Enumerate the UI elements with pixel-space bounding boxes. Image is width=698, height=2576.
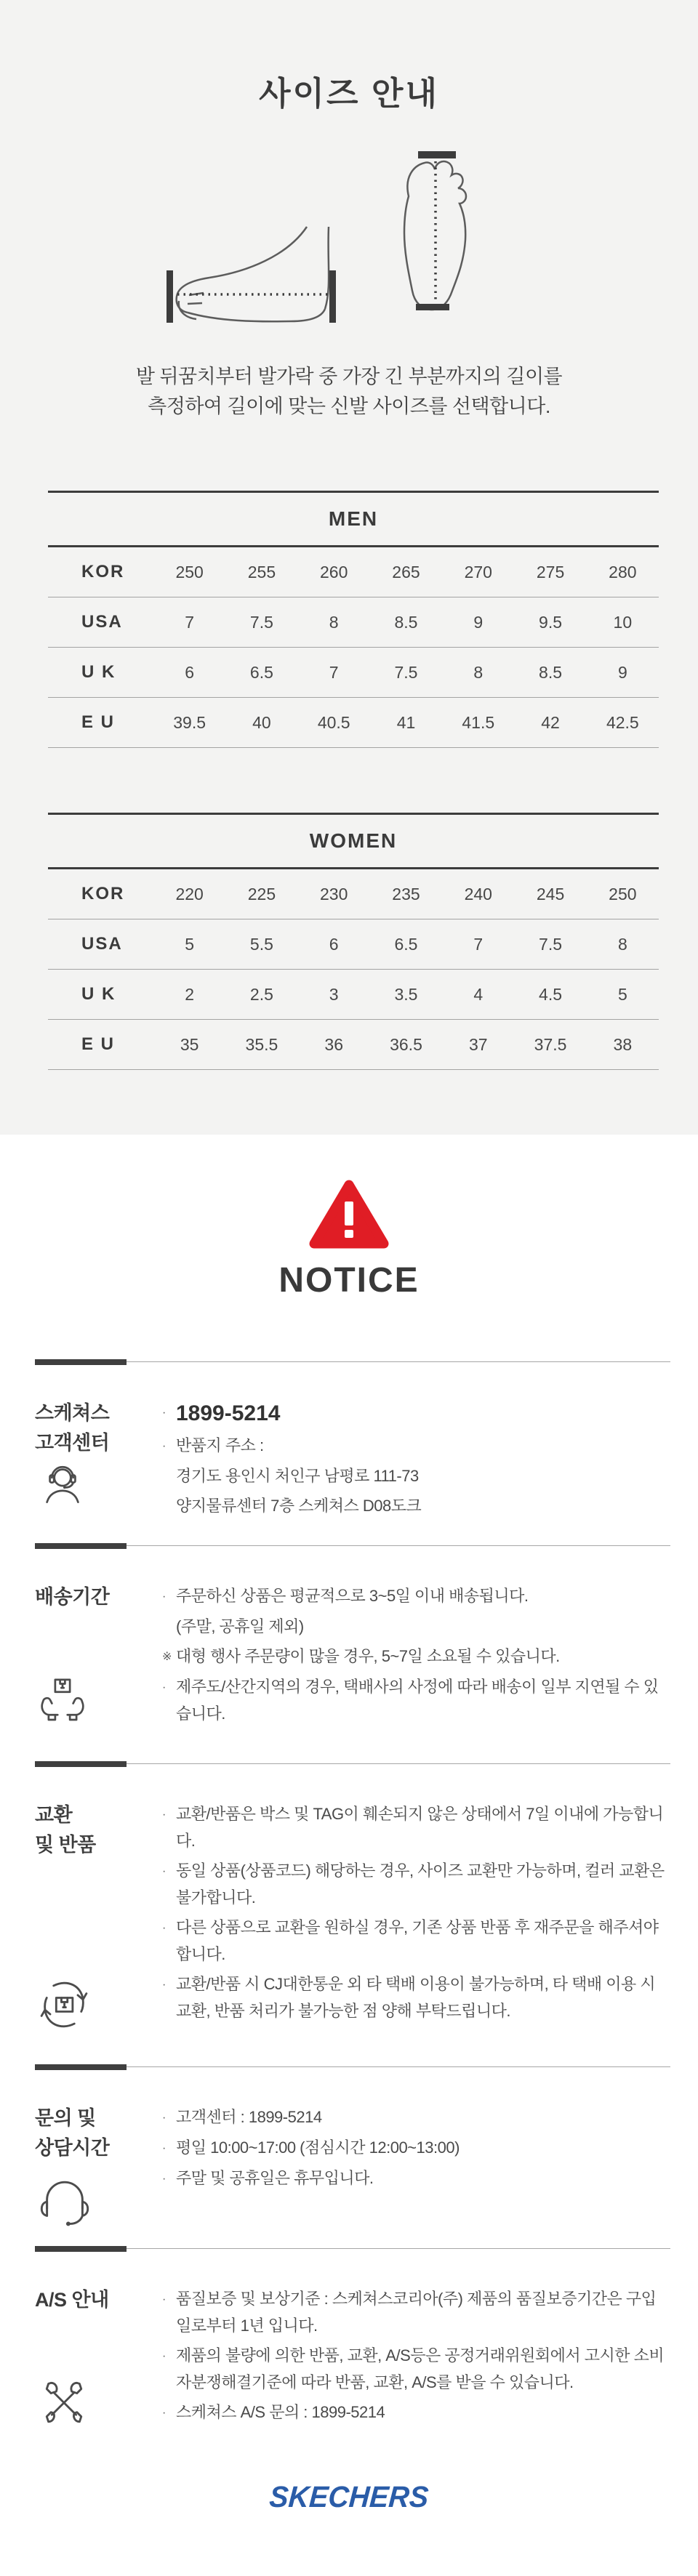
section-divider	[35, 1761, 670, 1767]
size-table-row	[48, 869, 659, 919]
size-row-label: KOR	[48, 547, 153, 597]
size-row-label: U K	[48, 648, 153, 698]
size-value-cell: 7.5	[225, 597, 297, 648]
side-measure-bar-left	[167, 270, 173, 323]
size-table-men	[48, 491, 659, 748]
notice-item	[162, 2104, 670, 2131]
section-label	[35, 2104, 162, 2163]
bullet-marker	[162, 1492, 176, 1519]
size-value-cell: 40	[225, 698, 297, 748]
notice-item	[162, 2285, 670, 2339]
size-value-cell: 230	[298, 869, 370, 919]
notice-item	[162, 1800, 670, 1854]
bullet-marker: ·	[162, 1406, 166, 1419]
size-value-cell: 6	[298, 919, 370, 970]
notice-item	[162, 2134, 670, 2162]
notice-item	[162, 1914, 670, 1968]
section-label-line: 고객센터	[35, 1432, 110, 1454]
size-value-cell: 5.5	[225, 919, 297, 970]
notice-item-text: 제주도/산간지역의 경우, 택배사의 사정에 따라 배송이 일부 지연될 수 있습니다.	[176, 1678, 659, 1723]
tools-icon	[36, 2377, 92, 2432]
notice-item	[162, 1582, 670, 1610]
size-value-cell: 3.5	[370, 970, 442, 1020]
bullet-marker: ※	[162, 1651, 172, 1663]
warning-triangle-icon	[308, 1178, 390, 1250]
bullet-marker: ·	[162, 1922, 166, 1934]
size-row-label: USA	[48, 919, 153, 970]
size-value-cell: 41.5	[442, 698, 514, 748]
section-label-line: 스케쳐스	[35, 1402, 110, 1424]
size-value-cell: 41	[370, 698, 442, 748]
notice-item	[162, 1857, 670, 1911]
size-value-cell: 39.5	[153, 698, 225, 748]
size-value-cell: 35	[153, 1020, 225, 1070]
size-value-cell: 40.5	[298, 698, 370, 748]
divider-line	[35, 1545, 670, 1546]
size-table-row	[48, 547, 659, 597]
section-body	[35, 1582, 670, 1730]
men-size-table	[48, 491, 659, 748]
notice-section-exchange-return	[35, 1761, 670, 2027]
size-value-cell: 7	[153, 597, 225, 648]
headphones-icon	[36, 2173, 93, 2230]
size-value-cell: 10	[587, 597, 659, 648]
notice-item	[162, 1462, 670, 1489]
size-value-cell: 5	[587, 970, 659, 1020]
size-value-cell: 265	[370, 547, 442, 597]
section-body	[35, 2104, 670, 2195]
divider-line	[35, 1763, 670, 1764]
size-value-cell: 245	[514, 869, 586, 919]
size-value-cell: 37	[442, 1020, 514, 1070]
size-value-cell: 35.5	[225, 1020, 297, 1070]
measure-description	[0, 362, 698, 422]
size-value-cell: 260	[298, 547, 370, 597]
divider-accent-bar	[35, 1761, 127, 1767]
bullet-marker: ·	[162, 1590, 166, 1603]
size-value-cell: 275	[514, 547, 586, 597]
bullet-marker	[162, 1462, 176, 1489]
bullet-marker: ·	[162, 2407, 166, 2419]
section-content	[162, 2104, 670, 2195]
section-content	[162, 1582, 670, 1730]
bullet-marker: ·	[162, 2350, 166, 2362]
size-value-cell: 8.5	[514, 648, 586, 698]
size-value-cell: 7.5	[514, 919, 586, 970]
size-value-cell: 7	[298, 648, 370, 698]
size-row-label: E U	[48, 1020, 153, 1070]
notice-section-shipping-period	[35, 1543, 670, 1730]
size-value-cell: 280	[587, 547, 659, 597]
top-measure-bar-bottom	[416, 304, 449, 310]
section-divider	[35, 1543, 670, 1549]
delivery-box-icon	[36, 1674, 89, 1726]
notice-header	[0, 1178, 698, 1300]
notice-item	[162, 1613, 670, 1640]
size-value-cell: 255	[225, 547, 297, 597]
notice-item-text: (주말, 공휴일 제외)	[176, 1617, 304, 1635]
divider-accent-bar	[35, 2064, 127, 2070]
size-row-label: E U	[48, 698, 153, 748]
size-value-cell: 4.5	[514, 970, 586, 1020]
size-value-cell: 2.5	[225, 970, 297, 1020]
size-value-cell: 4	[442, 970, 514, 1020]
section-divider	[35, 2246, 670, 2252]
section-content	[162, 1398, 670, 1522]
size-table-title: MEN	[48, 492, 659, 547]
notice-item-text: 다른 상품으로 교환을 원하실 경우, 기존 상품 반품 후 재주문을 해주셔야 합니다.	[176, 1918, 659, 1963]
notice-item	[162, 1643, 670, 1670]
section-label-line: 문의 및	[35, 2107, 96, 2129]
size-value-cell: 250	[153, 547, 225, 597]
notice-item	[162, 1398, 670, 1429]
bullet-marker: ·	[162, 2173, 166, 2185]
notice-item-text: 평일 10:00~17:00 (점심시간 12:00~13:00)	[176, 2138, 460, 2157]
bullet-marker	[162, 1613, 176, 1640]
bullet-marker: ·	[162, 2112, 166, 2124]
notice-section-inquiry-hours	[35, 2064, 670, 2195]
size-value-cell: 7	[442, 919, 514, 970]
notice-item	[162, 1971, 670, 2024]
section-content	[162, 1800, 670, 2027]
size-value-cell: 8	[298, 597, 370, 648]
divider-line	[35, 2066, 670, 2067]
size-table-row	[48, 1020, 659, 1070]
notice-item	[162, 1492, 670, 1519]
size-value-cell: 9	[587, 648, 659, 698]
foot-side-view-icon	[177, 227, 329, 321]
bullet-marker: ·	[162, 1865, 166, 1877]
size-value-cell: 6.5	[225, 648, 297, 698]
size-value-cell: 8.5	[370, 597, 442, 648]
size-value-cell: 225	[225, 869, 297, 919]
notice-item-text: 주문하신 상품은 평균적으로 3~5일 이내 배송됩니다.	[176, 1587, 529, 1605]
foot-measurement-illustration	[145, 145, 553, 327]
size-value-cell: 9	[442, 597, 514, 648]
measure-description-line1: 발 뒤꿈치부터 발가락 중 가장 긴 부분까지의 길이를	[135, 366, 563, 387]
size-value-cell: 7.5	[370, 648, 442, 698]
section-label	[35, 1582, 162, 1612]
notice-item-text: 대형 행사 주문량이 많을 경우, 5~7일 소요될 수 있습니다.	[176, 1647, 560, 1665]
size-table-title: WOMEN	[48, 814, 659, 869]
notice-title: NOTICE	[278, 1261, 420, 1300]
page-title: 사이즈 안내	[259, 75, 439, 112]
skechers-logo-text: SKECHERS	[268, 2480, 430, 2513]
size-value-cell: 37.5	[514, 1020, 586, 1070]
size-value-cell: 270	[442, 547, 514, 597]
section-label-line: A/S 안내	[35, 2289, 109, 2311]
notice-item-text: 1899-5214	[176, 1401, 281, 1425]
notice-item-text: 고객센터 : 1899-5214	[176, 2108, 322, 2126]
foot-diagram-svg	[145, 145, 553, 327]
size-table-row	[48, 698, 659, 748]
bullet-marker: ·	[162, 1440, 166, 1452]
size-value-cell: 220	[153, 869, 225, 919]
return-box-icon	[36, 1977, 92, 2032]
section-body	[35, 1800, 670, 2027]
size-value-cell: 5	[153, 919, 225, 970]
notice-item	[162, 2342, 670, 2396]
notice-item-text: 교환/반품 시 CJ대한통운 외 타 택배 이용이 불가능하며, 타 택배 이용 시 교환, 반품 처리가 불가능한 점 양해 부탁드립니다.	[176, 1975, 656, 2020]
bullet-marker: ·	[162, 1979, 166, 1991]
size-table-row	[48, 919, 659, 970]
section-divider	[35, 1359, 670, 1365]
bullet-marker: ·	[162, 1808, 166, 1821]
section-label	[35, 2285, 162, 2315]
side-measure-bar-right	[329, 270, 336, 323]
size-value-cell: 6	[153, 648, 225, 698]
headset-agent-icon	[36, 1459, 89, 1511]
section-label-line: 상담시간	[35, 2137, 110, 2159]
divider-accent-bar	[35, 1543, 127, 1549]
bullet-marker: ·	[162, 2293, 166, 2306]
size-value-cell: 3	[298, 970, 370, 1020]
notice-item	[162, 1673, 670, 1727]
size-row-label: U K	[48, 970, 153, 1020]
section-body	[35, 2285, 670, 2429]
divider-line	[35, 2248, 670, 2249]
size-value-cell: 235	[370, 869, 442, 919]
notice-item	[162, 1432, 670, 1460]
size-table-row	[48, 970, 659, 1020]
notice-item-text: 주말 및 공휴일은 휴무입니다.	[176, 2169, 374, 2187]
notice-item	[162, 2165, 670, 2192]
section-body	[35, 1398, 670, 1522]
women-size-table	[48, 813, 659, 1070]
notice-item-text: 양지물류센터 7층 스케쳐스 D08도크	[176, 1497, 422, 1515]
size-value-cell: 9.5	[514, 597, 586, 648]
notice-item-text: 품질보증 및 보상기준 : 스케쳐스코리아(주) 제품의 품질보증기간은 구입일로부터 1년 입니다.	[176, 2290, 657, 2335]
notice-item-text: 교환/반품은 박스 및 TAG이 훼손되지 않은 상태에서 7일 이내에 가능합니다.	[176, 1805, 664, 1850]
divider-accent-bar	[35, 2246, 127, 2252]
measure-description-line2: 측정하여 길이에 맞는 신발 사이즈를 선택합니다.	[148, 395, 550, 417]
bullet-marker: ·	[162, 2142, 166, 2154]
size-value-cell: 42	[514, 698, 586, 748]
section-divider	[35, 2064, 670, 2070]
section-label-line: 및 반품	[35, 1834, 96, 1856]
notice-item-text: 동일 상품(상품코드) 해당하는 경우, 사이즈 교환만 가능하며, 컬러 교환은 불가합니다.	[176, 1861, 665, 1907]
notice-item-text: 경기도 용인시 처인구 남평로 111-73	[176, 1467, 419, 1485]
notice-item-text: 제품의 불량에 의한 반품, 교환, A/S등은 공정거래위원회에서 고시한 소비자분쟁해결기준에 따라 반품, 교환, A/S를 받을 수 있습니다.	[176, 2346, 665, 2391]
size-table-row	[48, 648, 659, 698]
size-row-label: KOR	[48, 869, 153, 919]
size-table-row	[48, 597, 659, 648]
size-value-cell: 2	[153, 970, 225, 1020]
notice-item	[162, 2399, 670, 2426]
top-measure-bar-top	[418, 151, 456, 158]
divider-accent-bar	[35, 1359, 127, 1365]
size-value-cell: 8	[442, 648, 514, 698]
size-value-cell: 38	[587, 1020, 659, 1070]
brand-logo	[0, 2480, 698, 2514]
section-label	[35, 1398, 162, 1458]
size-value-cell: 36.5	[370, 1020, 442, 1070]
section-label	[35, 1800, 162, 1860]
notice-section-as-guide	[35, 2246, 670, 2429]
size-value-cell: 250	[587, 869, 659, 919]
bullet-marker: ·	[162, 1681, 166, 1694]
size-value-cell: 8	[587, 919, 659, 970]
divider-line	[35, 1361, 670, 1362]
section-label-line: 배송기간	[35, 1586, 110, 1608]
section-label-line: 교환	[35, 1804, 73, 1826]
size-row-label: USA	[48, 597, 153, 648]
size-value-cell: 6.5	[370, 919, 442, 970]
size-table-women	[48, 813, 659, 1070]
notice-section-customer-center	[35, 1359, 670, 1522]
notice-item-text: 반품지 주소 :	[176, 1436, 264, 1454]
size-value-cell: 240	[442, 869, 514, 919]
size-value-cell: 36	[298, 1020, 370, 1070]
size-value-cell: 42.5	[587, 698, 659, 748]
section-content	[162, 2285, 670, 2429]
notice-item-text: 스케쳐스 A/S 문의 : 1899-5214	[176, 2403, 385, 2421]
